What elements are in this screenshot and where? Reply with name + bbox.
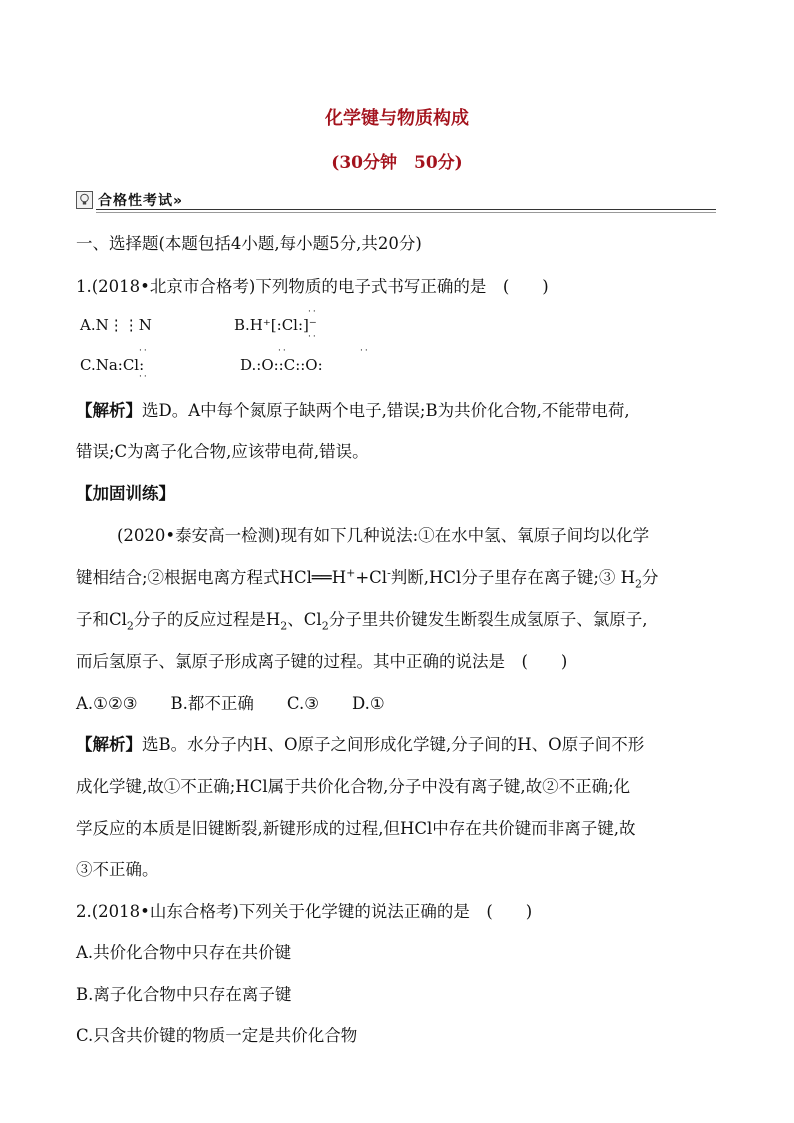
q1-d-dots-o1: ·· xyxy=(278,346,288,356)
reinforce-options: A.①②③ B.都不正确 C.③ D.① xyxy=(76,694,385,713)
r-line2-part-c: 判断,HCl分子里存在离子键;③ H xyxy=(390,568,636,587)
q1-b-dots-top: ·· xyxy=(308,307,318,317)
r-line3-part-a: 子和Cl xyxy=(76,610,127,629)
reinforce-line4: 而后氢原子、氯原子形成离子键的过程。其中正确的说法是 ( ) xyxy=(76,652,568,671)
q1-d-dots-o2: ·· xyxy=(360,346,370,356)
section-rule-shadow xyxy=(96,212,716,213)
r-line2-sub: 2 xyxy=(635,577,643,591)
reinforce-analysis-line1 xyxy=(76,731,644,755)
page-title: 化学键与物质构成 xyxy=(325,108,469,129)
section-header xyxy=(76,190,716,210)
reinforce-tag: 【加固训练】 xyxy=(76,484,175,503)
section-label: 合格性考试» xyxy=(98,193,184,209)
r-line2-part-a: 键相结合;②根据电离方程式HCl══H xyxy=(76,568,347,587)
r-line2-part-d: 分 xyxy=(642,568,659,587)
q2-option-c: C.只含共价键的物质一定是共价化合物 xyxy=(76,1026,358,1045)
q1-option-a: A.N⋮⋮N xyxy=(80,316,152,334)
q2-option-b: B.离子化合物中只存在离子键 xyxy=(76,985,292,1004)
q1-option-b: B.H⁺[:Cl:]⁻ xyxy=(234,316,317,334)
reinforce-line2 xyxy=(76,564,659,590)
reinforce-line1: (2020•泰安高一检测)现有如下几种说法:①在水中氢、氧原子间均以化学 xyxy=(117,526,650,545)
analysis-text: 选D。A中每个氮原子缺两个电子,错误;B为共价化合物,不能带电荷, xyxy=(142,401,630,420)
analysis-text: 选B。水分子内H、O原子之间形成化学键,分子间的H、O原子间不形 xyxy=(142,735,645,754)
r-line3-part-b: 分子的反应过程是H xyxy=(133,610,281,629)
q1-option-d: D.:O::C::O: xyxy=(240,356,323,374)
reinforce-analysis-line4: ③不正确。 xyxy=(76,860,159,879)
reinforce-analysis-line3: 学反应的本质是旧键断裂,新键形成的过程,但HCl中存在共价键而非离子键,故 xyxy=(76,819,636,838)
q1-c-dots-top: ·· xyxy=(139,346,149,356)
q1-b-dots-bottom: ·· xyxy=(308,332,318,342)
reinforce-line3 xyxy=(76,606,647,632)
q1-analysis-line2: 错误;C为离子化合物,应该带电荷,错误。 xyxy=(76,442,369,461)
r-line2-sup-minus: - xyxy=(387,566,391,580)
q1-option-c: C.Na:Cl: xyxy=(80,356,145,374)
q1-analysis-line1 xyxy=(76,397,630,421)
page-subtitle: (30分钟 50分) xyxy=(331,153,463,173)
analysis-tag: 【解析】 xyxy=(76,401,142,420)
r-line3-sub2: 2 xyxy=(280,619,288,633)
analysis-tag: 【解析】 xyxy=(76,735,142,754)
r-line2-part-b: +Cl xyxy=(355,568,388,587)
r-line2-sup-plus: + xyxy=(346,566,356,580)
q2-option-a: A.共价化合物中只存在共价键 xyxy=(76,943,292,962)
r-line3-part-d: 分子里共价键发生断裂生成氢原子、氯原子, xyxy=(328,610,648,629)
r-line3-sub1: 2 xyxy=(126,619,134,633)
part1-heading: 一、选择题(本题包括4小题,每小题5分,共20分) xyxy=(76,234,422,253)
r-line3-sub3: 2 xyxy=(321,619,329,633)
q2-stem: 2.(2018•山东合格考)下列关于化学键的说法正确的是 ( ) xyxy=(76,902,533,921)
lightbulb-icon xyxy=(76,191,93,209)
q1-stem: 1.(2018•北京市合格考)下列物质的电子式书写正确的是 ( ) xyxy=(76,277,549,296)
reinforce-analysis-line2: 成化学键,故①不正确;HCl属于共价化合物,分子中没有离子键,故②不正确;化 xyxy=(76,777,631,796)
r-line3-part-c: 、Cl xyxy=(287,610,322,629)
q1-c-dots-bottom: ·· xyxy=(139,372,149,382)
section-rule xyxy=(96,209,716,210)
